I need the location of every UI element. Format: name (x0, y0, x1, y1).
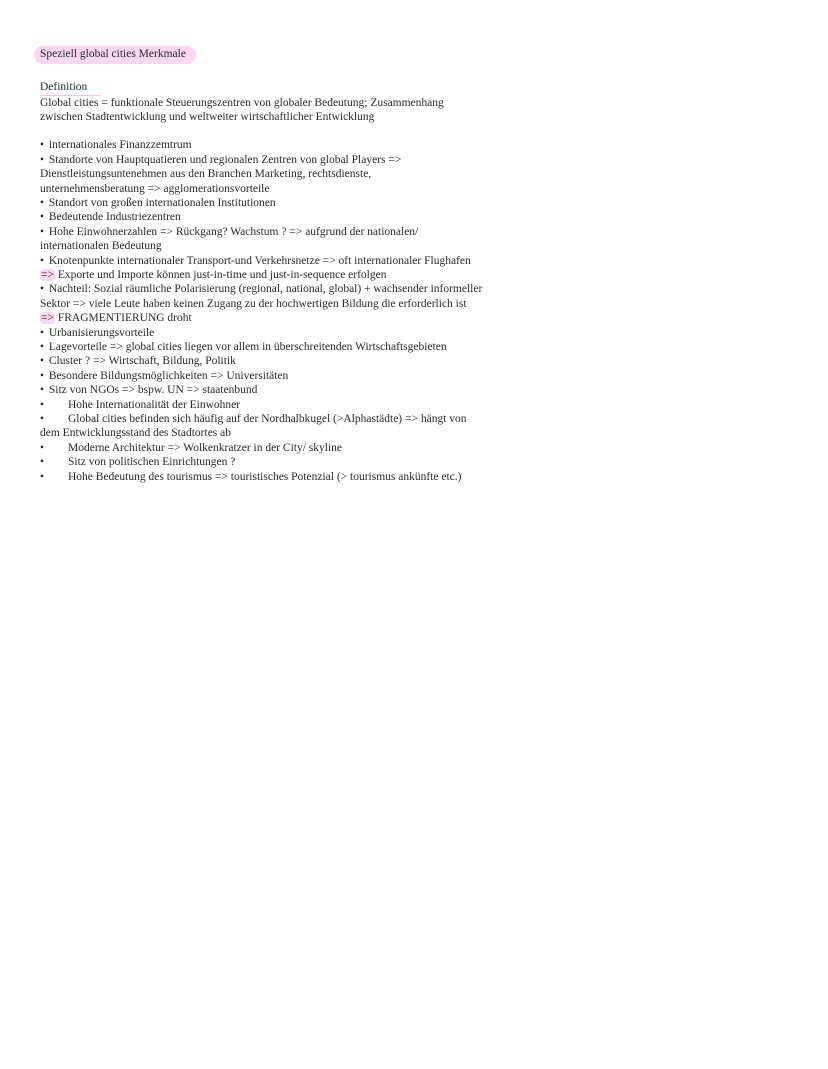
list-item: • Global cities befinden sich häufig auf der Nordhalbkugel (>Alphastädte) => hängt von (40, 413, 467, 426)
bullet-icon: • (40, 441, 45, 454)
list-item: • Hohe Einwohnerzahlen => Rückgang? Wachstum ? => aufgrund der nationalen/ (40, 225, 419, 238)
arrow-icon: => (41, 268, 54, 281)
note-page (40, 44, 500, 484)
list-item: • Knotenpunkte internationaler Transport-und Verkehrsnetze => oft internationaler Flughafen (40, 254, 471, 267)
list-item-continuation: => Exporte und Importe können just-in-time und just-in-sequence erfolgen (41, 268, 387, 281)
list-item-continuation: internationalen Bedeutung (40, 240, 162, 253)
feature-list (40, 138, 500, 484)
bullet-icon: • (40, 398, 45, 411)
bullet-icon: • (40, 456, 45, 469)
bullet-icon: • (40, 283, 45, 296)
arrow-icon: => (41, 312, 54, 325)
list-item: • Besondere Bildungsmöglichkeiten => Universitäten (40, 369, 289, 382)
bullet-icon: • (40, 211, 45, 224)
bullet-icon: • (40, 326, 45, 339)
bullet-icon: • (40, 355, 45, 368)
definition-line: Global cities = funktionale Steuerungszentren von globaler Bedeutung; Zusammenhang (40, 96, 444, 109)
list-item: • Lagevorteile => global cities liegen vor allem in überschreitenden Wirtschaftsgebieten (40, 341, 447, 353)
bullet-icon: • (40, 225, 45, 238)
list-item: • Sitz von NGOs => bspw. UN => staatenbund (40, 384, 258, 397)
list-item: • Hohe Bedeutung des tourismus => touristisches Potenzial (> tourismus ankünfte etc.) (40, 470, 462, 483)
definition-line: zwischen Stadtentwicklung und weltweiter wirtschaftlicher Entwicklung (40, 110, 375, 123)
list-item: • Standorte von Hauptquatieren und regionalen Zentren von global Players => (40, 153, 402, 166)
bullet-icon: • (40, 470, 45, 483)
bullet-icon: • (40, 413, 45, 426)
list-item-continuation: Dienstleistungsuntenehmen aus den Branchen Marketing, rechtsdienste, (40, 168, 372, 181)
list-item: • internationales Finanzzemtrum (40, 139, 192, 152)
bullet-icon: • (40, 384, 45, 397)
list-item-continuation: => FRAGMENTIERUNG droht (41, 312, 192, 325)
list-item: • Sitz von politischen Einrichtungen ? (40, 456, 236, 469)
note-title: Speziell global cities Merkmale (34, 46, 196, 64)
bullet-icon: • (40, 196, 45, 209)
list-item: • Nachteil: Sozial räumliche Polarisierung (regional, national, global) + wachsender informeller (40, 283, 483, 296)
bullet-icon: • (40, 254, 45, 267)
list-item: • Urbanisierungsvorteile (40, 326, 155, 339)
bullet-icon: • (40, 369, 45, 382)
bullet-icon: • (40, 341, 45, 353)
list-item: • Moderne Architektur => Wolkenkratzer in der City/ skyline (40, 441, 343, 454)
list-item-continuation: Sektor => viele Leute haben keinen Zugang zu der hochwertigen Bildung die erforderlich ist (40, 297, 467, 310)
list-item-continuation: dem Entwicklungsstand des Stadtortes ab (40, 427, 231, 440)
list-item-continuation: unternehmensberatung => agglomerationsvorteile (40, 182, 270, 195)
definition-label: Definition (40, 80, 101, 96)
list-item: • Standort von großen internationalen Institutionen (40, 196, 276, 209)
list-item: • Hohe Internationalität der Einwohner (40, 398, 241, 411)
bullet-icon: • (40, 153, 45, 166)
list-item: • Bedeutende Industriezentren (40, 211, 181, 224)
list-item: • Cluster ? => Wirtschaft, Bildung, Politik (40, 355, 236, 368)
bullet-icon: • (40, 139, 45, 152)
